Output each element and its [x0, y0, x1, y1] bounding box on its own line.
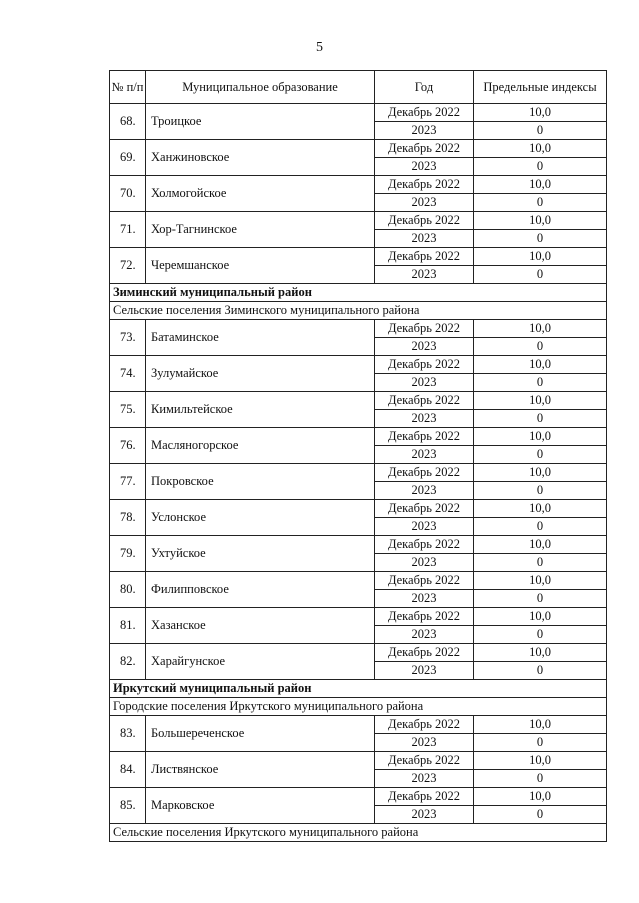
year-cell: Декабрь 2022	[375, 356, 474, 374]
table-row	[110, 716, 607, 734]
table-row	[110, 212, 607, 230]
table-row	[110, 140, 607, 158]
year-cell: 2023	[375, 230, 474, 248]
index-value-cell: 10,0	[474, 176, 607, 194]
table-row	[110, 500, 607, 518]
table-row	[110, 392, 607, 410]
index-value-cell: 0	[474, 230, 607, 248]
index-value-cell: 10,0	[474, 356, 607, 374]
year-cell: Декабрь 2022	[375, 320, 474, 338]
index-value-cell: 10,0	[474, 140, 607, 158]
indices-table	[109, 70, 607, 842]
subsection-row	[110, 698, 607, 716]
year-cell: Декабрь 2022	[375, 212, 474, 230]
index-value-cell: 0	[474, 518, 607, 536]
index-value-cell: 0	[474, 338, 607, 356]
municipality-name: Покровское	[146, 464, 375, 500]
index-value-cell: 0	[474, 374, 607, 392]
row-number: 70.	[110, 176, 146, 212]
year-cell: 2023	[375, 626, 474, 644]
row-number: 68.	[110, 104, 146, 140]
municipality-name: Марковское	[146, 788, 375, 824]
table-row	[110, 788, 607, 806]
table-row	[110, 104, 607, 122]
year-cell: Декабрь 2022	[375, 500, 474, 518]
municipality-name: Холмогойское	[146, 176, 375, 212]
table-row	[110, 428, 607, 446]
row-number: 84.	[110, 752, 146, 788]
municipality-name: Черемшанское	[146, 248, 375, 284]
municipality-name: Троицкое	[146, 104, 375, 140]
index-value-cell: 10,0	[474, 392, 607, 410]
index-value-cell: 10,0	[474, 500, 607, 518]
table-row	[110, 248, 607, 266]
municipality-name: Листвянское	[146, 752, 375, 788]
index-value-cell: 0	[474, 662, 607, 680]
table-row	[110, 536, 607, 554]
index-value-cell: 0	[474, 122, 607, 140]
municipality-name: Услонское	[146, 500, 375, 536]
year-cell: 2023	[375, 338, 474, 356]
column-header-index: Предельные индексы	[474, 71, 607, 104]
table-header-row	[110, 71, 607, 104]
column-header-num: № п/п	[110, 71, 146, 104]
year-cell: 2023	[375, 374, 474, 392]
table-row	[110, 356, 607, 374]
row-number: 76.	[110, 428, 146, 464]
subsection-row	[110, 824, 607, 842]
index-value-cell: 0	[474, 482, 607, 500]
row-number: 85.	[110, 788, 146, 824]
index-value-cell: 10,0	[474, 428, 607, 446]
table-row	[110, 572, 607, 590]
year-cell: 2023	[375, 482, 474, 500]
index-value-cell: 0	[474, 446, 607, 464]
index-value-cell: 10,0	[474, 212, 607, 230]
year-cell: Декабрь 2022	[375, 464, 474, 482]
municipality-name: Зулумайское	[146, 356, 375, 392]
index-value-cell: 10,0	[474, 572, 607, 590]
row-number: 78.	[110, 500, 146, 536]
subsection-title: Сельские поселения Иркутского муниципального района	[110, 824, 607, 842]
year-cell: Декабрь 2022	[375, 392, 474, 410]
row-number: 81.	[110, 608, 146, 644]
year-cell: 2023	[375, 590, 474, 608]
row-number: 73.	[110, 320, 146, 356]
year-cell: 2023	[375, 734, 474, 752]
index-value-cell: 10,0	[474, 644, 607, 662]
row-number: 74.	[110, 356, 146, 392]
year-cell: 2023	[375, 410, 474, 428]
subsection-title: Городские поселения Иркутского муниципального района	[110, 698, 607, 716]
index-value-cell: 10,0	[474, 320, 607, 338]
index-value-cell: 10,0	[474, 248, 607, 266]
section-title: Иркутский муниципальный район	[110, 680, 607, 698]
municipality-name: Харайгунское	[146, 644, 375, 680]
year-cell: 2023	[375, 554, 474, 572]
row-number: 71.	[110, 212, 146, 248]
municipality-name: Хазанское	[146, 608, 375, 644]
column-header-name: Муниципальное образование	[146, 71, 375, 104]
year-cell: 2023	[375, 770, 474, 788]
year-cell: Декабрь 2022	[375, 788, 474, 806]
year-cell: 2023	[375, 662, 474, 680]
municipality-name: Кимильтейское	[146, 392, 375, 428]
index-value-cell: 10,0	[474, 464, 607, 482]
year-cell: Декабрь 2022	[375, 248, 474, 266]
municipality-name: Большереченское	[146, 716, 375, 752]
index-value-cell: 0	[474, 590, 607, 608]
year-cell: 2023	[375, 806, 474, 824]
year-cell: Декабрь 2022	[375, 140, 474, 158]
year-cell: Декабрь 2022	[375, 608, 474, 626]
row-number: 75.	[110, 392, 146, 428]
year-cell: Декабрь 2022	[375, 104, 474, 122]
municipality-name: Батаминское	[146, 320, 375, 356]
row-number: 83.	[110, 716, 146, 752]
index-value-cell: 0	[474, 770, 607, 788]
index-value-cell: 0	[474, 410, 607, 428]
year-cell: Декабрь 2022	[375, 716, 474, 734]
section-row	[110, 680, 607, 698]
index-value-cell: 10,0	[474, 716, 607, 734]
row-number: 72.	[110, 248, 146, 284]
municipality-name: Хор-Тагнинское	[146, 212, 375, 248]
table-row	[110, 320, 607, 338]
index-value-cell: 0	[474, 806, 607, 824]
table-row	[110, 176, 607, 194]
year-cell: Декабрь 2022	[375, 572, 474, 590]
table-row	[110, 752, 607, 770]
year-cell: 2023	[375, 194, 474, 212]
year-cell: 2023	[375, 122, 474, 140]
table-row	[110, 644, 607, 662]
index-value-cell: 10,0	[474, 752, 607, 770]
index-value-cell: 10,0	[474, 608, 607, 626]
row-number: 80.	[110, 572, 146, 608]
year-cell: Декабрь 2022	[375, 536, 474, 554]
table-row	[110, 464, 607, 482]
index-value-cell: 0	[474, 554, 607, 572]
municipality-name: Ханжиновское	[146, 140, 375, 176]
municipality-name: Масляногорское	[146, 428, 375, 464]
column-header-year: Год	[375, 71, 474, 104]
section-title: Зиминский муниципальный район	[110, 284, 607, 302]
table-body	[110, 104, 607, 842]
row-number: 69.	[110, 140, 146, 176]
year-cell: 2023	[375, 518, 474, 536]
index-value-cell: 10,0	[474, 536, 607, 554]
page-number: 5	[316, 40, 323, 55]
index-value-cell: 0	[474, 734, 607, 752]
year-cell: Декабрь 2022	[375, 176, 474, 194]
year-cell: Декабрь 2022	[375, 644, 474, 662]
index-value-cell: 10,0	[474, 788, 607, 806]
year-cell: 2023	[375, 158, 474, 176]
row-number: 77.	[110, 464, 146, 500]
subsection-title: Сельские поселения Зиминского муниципального района	[110, 302, 607, 320]
year-cell: 2023	[375, 266, 474, 284]
index-value-cell: 10,0	[474, 104, 607, 122]
municipality-name: Филипповское	[146, 572, 375, 608]
index-value-cell: 0	[474, 626, 607, 644]
municipality-name: Ухтуйское	[146, 536, 375, 572]
year-cell: Декабрь 2022	[375, 752, 474, 770]
section-row	[110, 284, 607, 302]
index-value-cell: 0	[474, 266, 607, 284]
row-number: 82.	[110, 644, 146, 680]
year-cell: Декабрь 2022	[375, 428, 474, 446]
index-value-cell: 0	[474, 194, 607, 212]
table-row	[110, 608, 607, 626]
row-number: 79.	[110, 536, 146, 572]
year-cell: 2023	[375, 446, 474, 464]
subsection-row	[110, 302, 607, 320]
index-value-cell: 0	[474, 158, 607, 176]
